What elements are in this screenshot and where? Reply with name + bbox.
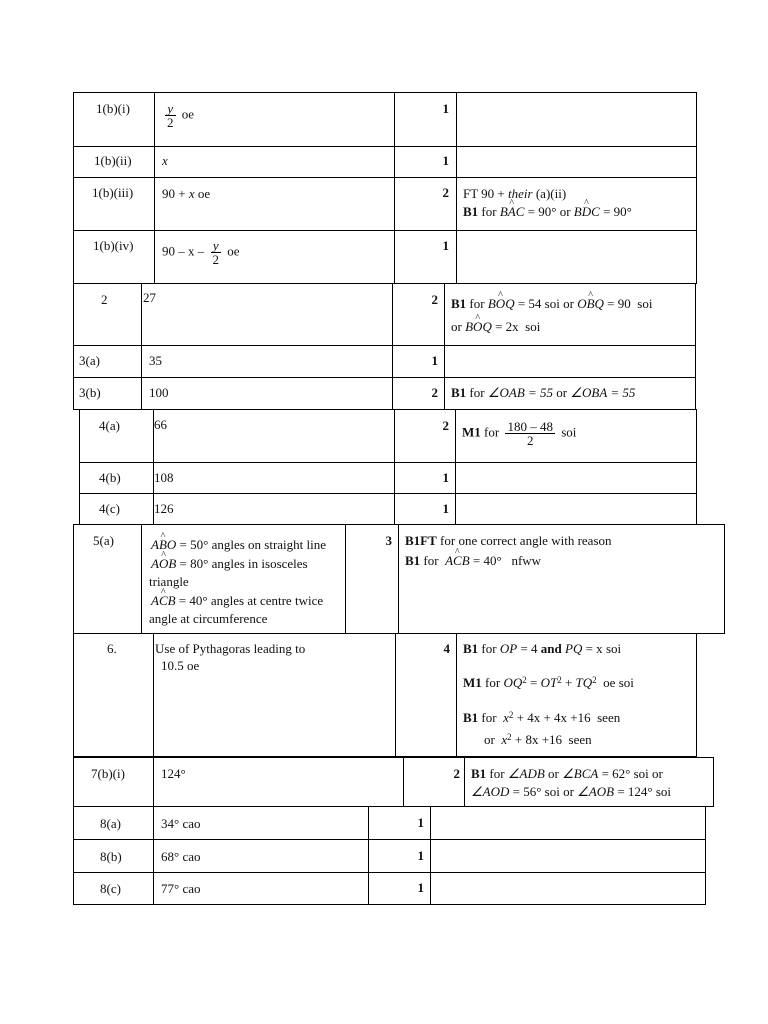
answer-cell: 66 <box>153 410 394 462</box>
marks-cell: 2 <box>394 410 455 462</box>
guidance-cell: FT 90 + their (a)(ii) B1 for B^ AC = 90° or B^ DC = 90° <box>456 178 697 230</box>
guidance-cell <box>430 840 706 872</box>
question-number: 3(b) <box>79 385 101 400</box>
guidance-cell <box>444 346 697 377</box>
marks-cell: 1 <box>394 463 455 493</box>
answer-cell: 68° cao <box>153 840 368 872</box>
question-number: 7(b)(i) <box>91 766 125 781</box>
table-row <box>73 524 725 634</box>
question-number: 4(a) <box>99 418 120 433</box>
guidance-cell: B1 for B^ OQ = 54 soi or O^ BQ = 90 soi or B^ OQ = 2x soi <box>444 284 697 345</box>
answer-cell: A^ BO = 50° angles on straight line A^ OB = 80° angles in isosceles triangle A^ CB = 40° angles at centre twice angle at circumference <box>141 525 345 633</box>
table-row <box>79 409 697 463</box>
guidance-cell: B1 for ∠OAB = 55 or ∠OBA = 55 <box>444 378 697 409</box>
answer-cell: Use of Pythagoras leading to 10.5 oe <box>153 633 395 756</box>
marks-cell: 1 <box>368 873 430 904</box>
marks-cell: 1 <box>394 231 456 283</box>
table-row <box>73 92 697 147</box>
marks-cell: 4 <box>395 633 456 756</box>
answer-cell: 27 <box>141 284 392 345</box>
answer-cell: 100 <box>141 378 392 409</box>
question-number: 5(a) <box>93 533 114 548</box>
marks-cell: 1 <box>368 840 430 872</box>
table-row <box>73 757 714 807</box>
marks-cell: 1 <box>394 93 456 146</box>
guidance-cell: B1 for ∠ADB or ∠BCA = 62° soi or ∠AOD = 56° soi or ∠AOB = 124° soi <box>464 758 714 806</box>
question-number: 8(a) <box>100 816 121 831</box>
answer-cell: x <box>154 147 394 177</box>
marks-cell: 2 <box>392 378 444 409</box>
marks-cell: 3 <box>345 525 398 633</box>
question-number: 1(b)(iv) <box>93 238 134 253</box>
guidance-cell <box>430 807 706 839</box>
question-number: 8(b) <box>100 849 122 864</box>
guidance-cell: B1 for OP = 4 and PQ = x soi M1 for $OQ^2 = OT^2 + TQ^2$ oe soi B1 for $x^2 + 4x + 4x +16$ seen or $x^2 + 8x +16$ seen <box>456 633 697 756</box>
table-row <box>73 378 696 410</box>
answer-cell: 124° <box>153 758 403 806</box>
guidance-cell <box>455 463 697 493</box>
guidance-cell <box>456 93 697 146</box>
guidance-cell: B1FT for one correct angle with reason B1 for A^ CB = 40° nfww <box>398 525 725 633</box>
marks-cell: 2 <box>394 178 456 230</box>
question-number: 6. <box>107 641 117 656</box>
answer-cell: 108 <box>153 463 394 493</box>
guidance-cell <box>456 231 697 283</box>
answer-cell: 90 + x oe <box>154 178 394 230</box>
marks-cell: 1 <box>394 494 455 524</box>
marks-cell: 2 <box>403 758 464 806</box>
guidance-cell: M1 for $\frac{180 - 48}{2}$ soi <box>455 410 697 462</box>
answer-cell: 90 – x – $\frac{y}{2}$ oe <box>154 231 394 283</box>
question-number: 1(b)(iii) <box>92 185 134 200</box>
marks-cell: 1 <box>368 807 430 839</box>
answer-cell: 126 <box>153 494 394 524</box>
answer-cell: $\frac{y}{2}$ oe <box>154 93 394 146</box>
answer-cell: 35 <box>141 346 392 377</box>
table-row <box>73 283 696 346</box>
table-row <box>73 147 697 178</box>
marks-cell: 1 <box>392 346 444 377</box>
table-row <box>79 494 697 525</box>
table-row <box>73 806 706 840</box>
marks-cell: 1 <box>394 147 456 177</box>
table-row <box>79 463 697 494</box>
question-number: 2 <box>101 292 108 307</box>
question-number: 4(c) <box>99 501 120 516</box>
table-row <box>73 839 706 873</box>
question-number: 4(b) <box>99 470 121 485</box>
marks-cell: 2 <box>392 284 444 345</box>
table-row <box>73 346 696 378</box>
table-row <box>73 872 706 905</box>
guidance-cell <box>430 873 706 904</box>
question-number: 8(c) <box>100 881 121 896</box>
guidance-cell <box>455 494 697 524</box>
answer-cell: 34° cao <box>153 807 368 839</box>
question-number: 3(a) <box>79 353 100 368</box>
question-number: 1(b)(i) <box>96 101 130 116</box>
table-row <box>73 231 697 284</box>
question-number: 1(b)(ii) <box>94 153 132 168</box>
table-row <box>73 633 697 757</box>
answer-cell: 77° cao <box>153 873 368 904</box>
guidance-cell <box>456 147 697 177</box>
table-row <box>73 178 697 231</box>
